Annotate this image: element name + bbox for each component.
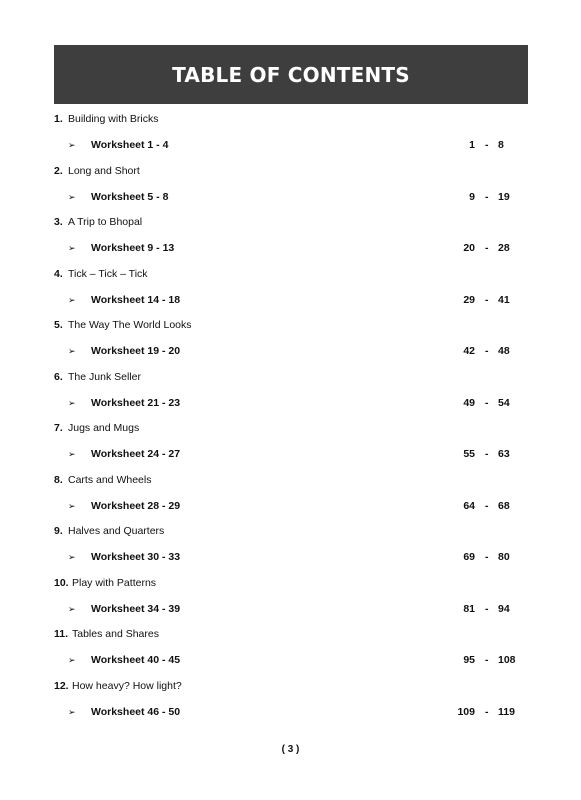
- arrow-bullet-icon: ➢: [68, 191, 76, 202]
- chapter-number: 6.: [54, 370, 63, 383]
- chapter-row: [0, 420, 581, 436]
- page-end: 63: [498, 448, 510, 460]
- arrow-bullet-icon: ➢: [68, 552, 76, 562]
- worksheet-range: Worksheet 28 - 29: [91, 499, 181, 512]
- chapter-row: [0, 626, 581, 642]
- worksheet-row: [0, 137, 581, 153]
- page-end: 19: [498, 190, 510, 203]
- chapter-number: 5.: [54, 319, 63, 331]
- chapter-number: 11.: [54, 628, 69, 640]
- chapter-title: Tables and Shares: [72, 628, 159, 640]
- chapter-number: 7.: [54, 422, 63, 434]
- worksheet-row: [0, 292, 581, 308]
- page-range-dash: -: [485, 448, 489, 460]
- page-start: 81: [463, 602, 475, 615]
- page-start: 55: [463, 448, 475, 460]
- chapter-title: Jugs and Mugs: [68, 422, 140, 434]
- page-range-dash: -: [485, 396, 489, 409]
- chapter-number: 8.: [54, 473, 63, 486]
- worksheet-range: Worksheet 30 - 33: [91, 551, 181, 563]
- arrow-bullet-icon: ➢: [68, 655, 76, 665]
- page-end: 28: [498, 242, 510, 254]
- page-end: 68: [498, 499, 510, 512]
- page-start: 49: [463, 396, 475, 409]
- chapter-row: [0, 472, 581, 488]
- page-range-dash: -: [485, 602, 489, 615]
- chapter-title: How heavy? How light?: [72, 679, 182, 692]
- page-range-dash: -: [485, 139, 489, 151]
- page-range-dash: -: [485, 499, 489, 512]
- worksheet-range: Worksheet 9 - 13: [91, 242, 175, 254]
- chapter-row: [0, 523, 581, 539]
- chapter-title: Long and Short: [68, 164, 140, 177]
- worksheet-range: Worksheet 14 - 18: [91, 293, 181, 306]
- chapter-title: Play with Patterns: [72, 576, 157, 589]
- page-end: 8: [498, 139, 504, 151]
- page-end: 48: [498, 345, 510, 357]
- page-start: 1: [469, 139, 475, 151]
- page-range-dash: -: [485, 190, 489, 203]
- page-range-dash: -: [485, 242, 489, 254]
- chapter-title: Halves and Quarters: [68, 525, 165, 537]
- worksheet-range: Worksheet 1 - 4: [91, 139, 169, 151]
- chapter-number: 9.: [54, 525, 63, 537]
- arrow-bullet-icon: ➢: [68, 603, 76, 614]
- arrow-bullet-icon: ➢: [68, 243, 76, 253]
- page-number-footer: ( 3 ): [281, 744, 300, 755]
- chapter-number: 2.: [54, 164, 63, 177]
- chapter-number: 3.: [54, 216, 63, 228]
- page-end: 108: [498, 654, 516, 666]
- worksheet-row: [0, 498, 581, 514]
- arrow-bullet-icon: ➢: [68, 449, 76, 459]
- chapter-row: [0, 369, 581, 385]
- worksheet-row: [0, 189, 581, 205]
- page-start: 69: [463, 551, 475, 563]
- chapter-number: 4.: [54, 267, 63, 280]
- page-start: 29: [463, 293, 475, 306]
- worksheet-row: [0, 601, 581, 617]
- page-range-dash: -: [485, 551, 489, 563]
- worksheet-row: [0, 652, 581, 668]
- chapter-title: The Way The World Looks: [68, 319, 192, 331]
- worksheet-row: [0, 704, 581, 720]
- chapter-title: Building with Bricks: [68, 113, 159, 125]
- worksheet-row: [0, 343, 581, 359]
- page-end: 80: [498, 551, 510, 563]
- arrow-bullet-icon: ➢: [68, 346, 76, 356]
- worksheet-range: Worksheet 46 - 50: [91, 705, 181, 718]
- worksheet-range: Worksheet 34 - 39: [91, 602, 181, 615]
- page-start: 64: [463, 499, 475, 512]
- worksheet-range: Worksheet 19 - 20: [91, 345, 181, 357]
- arrow-bullet-icon: ➢: [68, 500, 76, 511]
- arrow-bullet-icon: ➢: [68, 397, 76, 408]
- chapter-title: A Trip to Bhopal: [68, 216, 143, 228]
- page-range-dash: -: [485, 345, 489, 357]
- page-range-dash: -: [485, 705, 489, 718]
- page-start: 95: [463, 654, 475, 666]
- chapter-row: [0, 317, 581, 333]
- chapter-row: [0, 163, 581, 179]
- worksheet-row: [0, 549, 581, 565]
- chapter-number: 10.: [54, 576, 69, 589]
- chapter-title: The Junk Seller: [68, 370, 141, 383]
- chapter-row: [0, 214, 581, 230]
- worksheet-row: [0, 395, 581, 411]
- worksheet-range: Worksheet 5 - 8: [91, 190, 169, 203]
- page-start: 109: [457, 705, 475, 718]
- chapter-row: [0, 678, 581, 694]
- page-start: 9: [469, 190, 475, 203]
- chapter-number: 12.: [54, 679, 69, 692]
- worksheet-range: Worksheet 24 - 27: [91, 448, 181, 460]
- chapter-title: Tick – Tick – Tick: [68, 267, 148, 280]
- chapter-row: [0, 575, 581, 591]
- worksheet-range: Worksheet 40 - 45: [91, 654, 181, 666]
- page-end: 41: [498, 293, 510, 306]
- arrow-bullet-icon: ➢: [68, 140, 76, 150]
- page-title: TABLE OF CONTENTS: [172, 62, 410, 87]
- chapter-title: Carts and Wheels: [68, 473, 152, 486]
- page-start: 20: [463, 242, 475, 254]
- worksheet-row: [0, 240, 581, 256]
- chapter-number: 1.: [54, 113, 63, 125]
- worksheet-range: Worksheet 21 - 23: [91, 396, 181, 409]
- worksheet-row: [0, 446, 581, 462]
- arrow-bullet-icon: ➢: [68, 706, 76, 717]
- title-banner: [54, 45, 528, 104]
- arrow-bullet-icon: ➢: [68, 294, 76, 305]
- chapter-row: [0, 111, 581, 127]
- page-range-dash: -: [485, 293, 489, 306]
- page-range-dash: -: [485, 654, 489, 666]
- chapter-row: [0, 266, 581, 282]
- page-end: 94: [498, 602, 510, 615]
- page-start: 42: [463, 345, 475, 357]
- page-end: 119: [498, 705, 515, 718]
- page-end: 54: [498, 396, 510, 409]
